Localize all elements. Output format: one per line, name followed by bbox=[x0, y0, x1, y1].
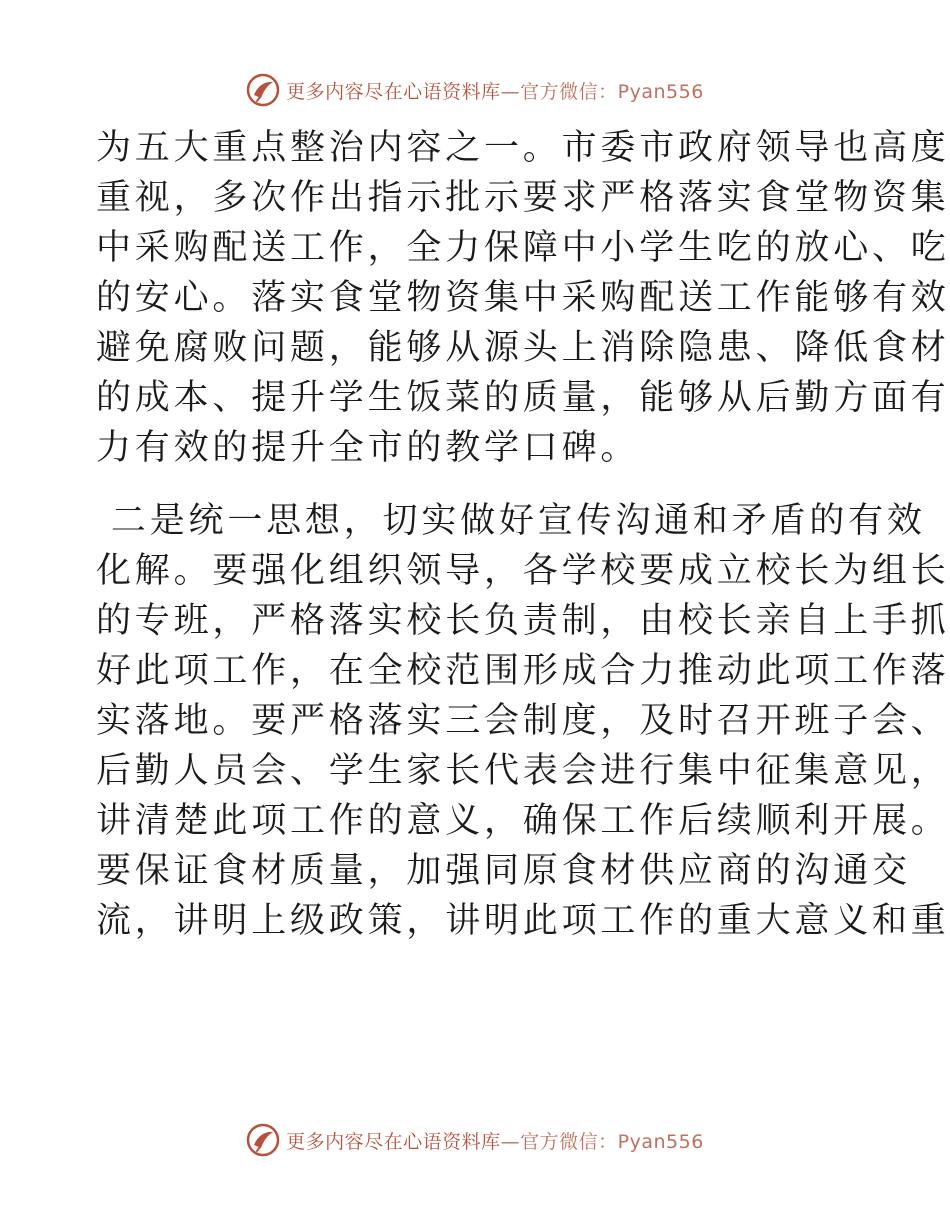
footer-watermark bbox=[0, 1120, 950, 1160]
text-line: 流，讲明上级政策，讲明此项工作的重大意义和重 bbox=[96, 901, 950, 941]
text-line: 化解。要强化组织领导，各学校要成立校长为组长 bbox=[96, 551, 950, 591]
text-line: 实落地。要严格落实三会制度，及时召开班子会、 bbox=[96, 701, 950, 741]
text-line: 二是统一思想，切实做好宣传沟通和矛盾的有效 bbox=[96, 501, 926, 541]
text-line: 力有效的提升全市的教学口碑。 bbox=[96, 428, 640, 468]
text-line: 的安心。落实食堂物资集中采购配送工作能够有效 bbox=[96, 278, 950, 318]
text-line: 避免腐败问题，能够从源头上消除隐患、降低食材 bbox=[96, 328, 950, 368]
paragraph-2 bbox=[96, 496, 950, 996]
footer-watermark-text bbox=[286, 1127, 704, 1154]
footer-watermark-main: 更多内容尽在心语资料库 bbox=[286, 1130, 501, 1153]
header-watermark-main: 更多内容尽在心语资料库 bbox=[286, 80, 501, 103]
header-watermark bbox=[0, 70, 950, 110]
text-line: 后勤人员会、学生家长代表会进行集中征集意见， bbox=[96, 751, 950, 791]
brand-logo-icon bbox=[246, 1123, 280, 1157]
text-line: 的专班，严格落实校长负责制，由校长亲自上手抓 bbox=[96, 601, 950, 641]
text-line: 要保证食材质量，加强同原食材供应商的沟通交 bbox=[96, 851, 911, 891]
header-watermark-tail: —官方微信：Pyan556 bbox=[500, 80, 704, 103]
text-line: 的成本、提升学生饭菜的质量，能够从后勤方面有 bbox=[96, 378, 950, 418]
text-line bbox=[96, 946, 856, 996]
paragraph-1 bbox=[96, 123, 950, 473]
text-line: 中采购配送工作，全力保障中小学生吃的放心、吃 bbox=[96, 228, 950, 268]
footer-watermark-tail: —官方微信：Pyan556 bbox=[500, 1130, 704, 1153]
text-line: 讲清楚此项工作的意义，确保工作后续顺利开展。 bbox=[96, 801, 950, 841]
header-watermark-text bbox=[286, 77, 704, 104]
text-line: 为五大重点整治内容之一。市委市政府领导也高度 bbox=[96, 128, 950, 168]
text-line: 重视，多次作出指示批示要求严格落实食堂物资集 bbox=[96, 178, 950, 218]
text-line: 好此项工作，在全校范围形成合力推动此项工作落 bbox=[96, 651, 950, 691]
brand-logo-icon bbox=[246, 73, 280, 107]
document-body bbox=[96, 123, 950, 996]
